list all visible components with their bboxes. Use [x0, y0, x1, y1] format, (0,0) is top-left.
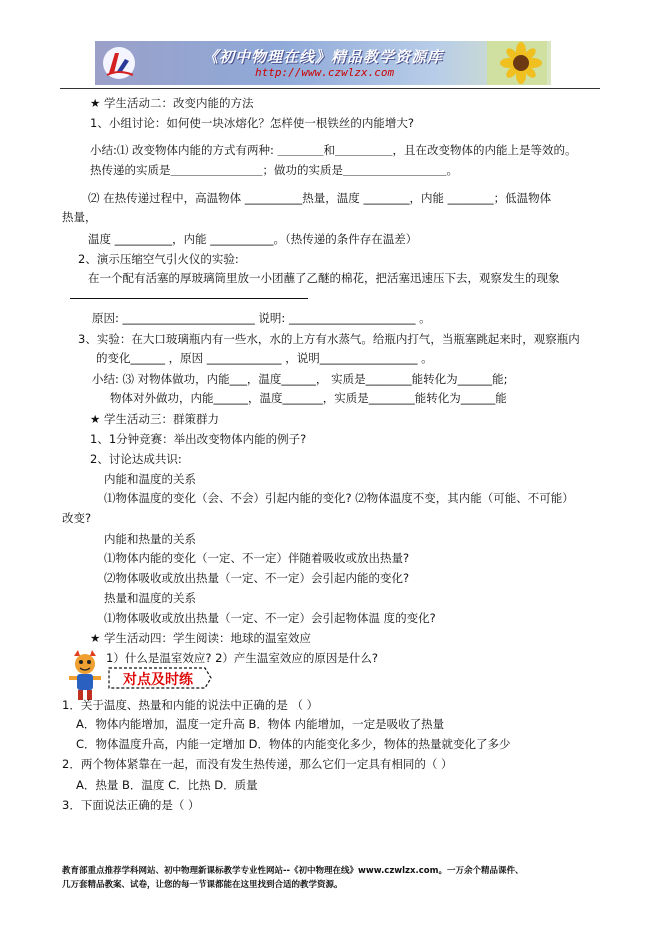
- energy-temp-cont: 改变?: [62, 511, 92, 525]
- mascot-icon: [66, 650, 104, 702]
- energy-heat-heading: 内能和热量的关系: [104, 532, 196, 546]
- energy-heat-q2: ⑵物体吸收或放出热量（一定、不一定）会引起内能的变化?: [104, 571, 410, 585]
- demo-answer-line: [70, 288, 308, 299]
- activity-2-heading: ★ 学生活动二：改变内能的方法: [90, 96, 254, 110]
- demo-reason: 原因: _______________________ 说明: ______________________ 。: [92, 311, 431, 325]
- summary-1: 小结:⑴ 改变物体内能的方式有两种: ＿＿＿＿和＿＿＿＿＿，且在改变物体的内能上是等效的。: [90, 143, 577, 157]
- experiment-3-cont: 的变化______ ，原因 _____________ ，说明_________________ 。: [96, 351, 433, 365]
- demo-heading: 2、演示压缩空气引火仪的实验:: [78, 252, 239, 266]
- footer-line-2: 几万套精品教案、试卷，让您的每一节课都能在这里找到合适的教学资源。: [62, 880, 343, 890]
- summary-3: 小结: ⑶ 对物体做功，内能___，温度______， 实质是________能转化为______能;: [92, 372, 508, 386]
- question-2: 2．两个物体紧靠在一起，而没有发生热传递，那么它们一定具有相同的（ ）: [62, 757, 453, 771]
- header-divider: [60, 88, 600, 89]
- question-1-options-cd: C．物体温度升高，内能一定增加 D．物体的内能变化多少，物体的热量就变化了多少: [76, 737, 511, 751]
- experiment-3: 3、实验：在大口玻璃瓶内有一些水，水的上方有水蒸气。给瓶内打气，当瓶塞跳起来时，观察瓶内: [78, 332, 580, 346]
- demo-description: 在一个配有活塞的厚玻璃筒里放一小团蘸了乙醚的棉花，把活塞迅速压下去，观察发生的现象: [88, 271, 560, 285]
- section-tag-label: 对点及时练: [123, 672, 193, 688]
- heat-temp-question: ⑴物体吸收或放出热量（一定、不一定）会引起物体温 度的变化?: [104, 611, 436, 625]
- question-3: 3．下面说法正确的是（ ）: [62, 798, 200, 812]
- summary-1-essence: 热传递的实质是＿＿＿＿＿＿＿＿；做功的实质是＿＿＿＿＿＿＿＿＿。: [90, 163, 458, 177]
- sunflower-icon: [487, 41, 547, 85]
- energy-temp-question: ⑴物体温度的变化（会、不会）引起内能的变化? ⑵物体温度不变，其内能（可能、不可能）: [104, 491, 574, 505]
- question-2-options: A．热量 B．温度 C．比热 D．质量: [76, 778, 258, 792]
- question-1: 1．关于温度、热量和内能的说法中正确的是 （ ）: [62, 698, 319, 712]
- energy-temp-heading: 内能和温度的关系: [104, 472, 196, 486]
- summary-2-cont: 热量，: [62, 210, 97, 224]
- activity-3-heading: ★ 学生活动三：群策群力: [90, 412, 219, 426]
- header-banner: [95, 41, 551, 85]
- summary-2: ⑵ 在热传递过程中，高温物体 __________热量，温度 ________，内能 ________；低温物体: [88, 191, 552, 205]
- contest-question: 1、1分钟竞赛：举出改变物体内能的例子?: [90, 432, 307, 446]
- activity-4-heading: ★ 学生活动四：学生阅读：地球的温室效应: [90, 631, 311, 645]
- section-tag: [105, 665, 215, 691]
- consensus-heading: 2、讨论达成共识:: [90, 452, 182, 466]
- energy-heat-q1: ⑴物体内能的变化（一定、不一定）伴随着吸收或放出热量?: [104, 551, 410, 565]
- heat-temp-heading: 热量和温度的关系: [104, 591, 196, 605]
- question-1-options-ab: A．物体内能增加，温度一定升高 B．物体 内能增加，一定是吸收了热量: [76, 717, 445, 731]
- site-logo-icon: [101, 45, 137, 81]
- summary-2-end: 温度 __________，内能 ___________。（热传递的条件存在温差）: [88, 232, 418, 246]
- summary-3-cont: 物体对外做功，内能______，温度_______，实质是________能转化为______能: [110, 391, 507, 405]
- group-discussion: 1、小组讨论：如何使一块冰熔化？怎样使一根铁丝的内能增大?: [90, 116, 414, 130]
- greenhouse-questions: 1）什么是温室效应? 2）产生温室效应的原因是什么?: [106, 651, 378, 665]
- banner-url: http://www.czwlzx.com: [255, 66, 395, 79]
- footer-line-1: 教育部重点推荐学科网站、初中物理新课标教学专业性网站--《初中物理在线》www.czwlzx.com。一万余个精品课件、: [62, 866, 524, 876]
- banner-title: 《初中物理在线》精品教学资源库: [203, 48, 444, 66]
